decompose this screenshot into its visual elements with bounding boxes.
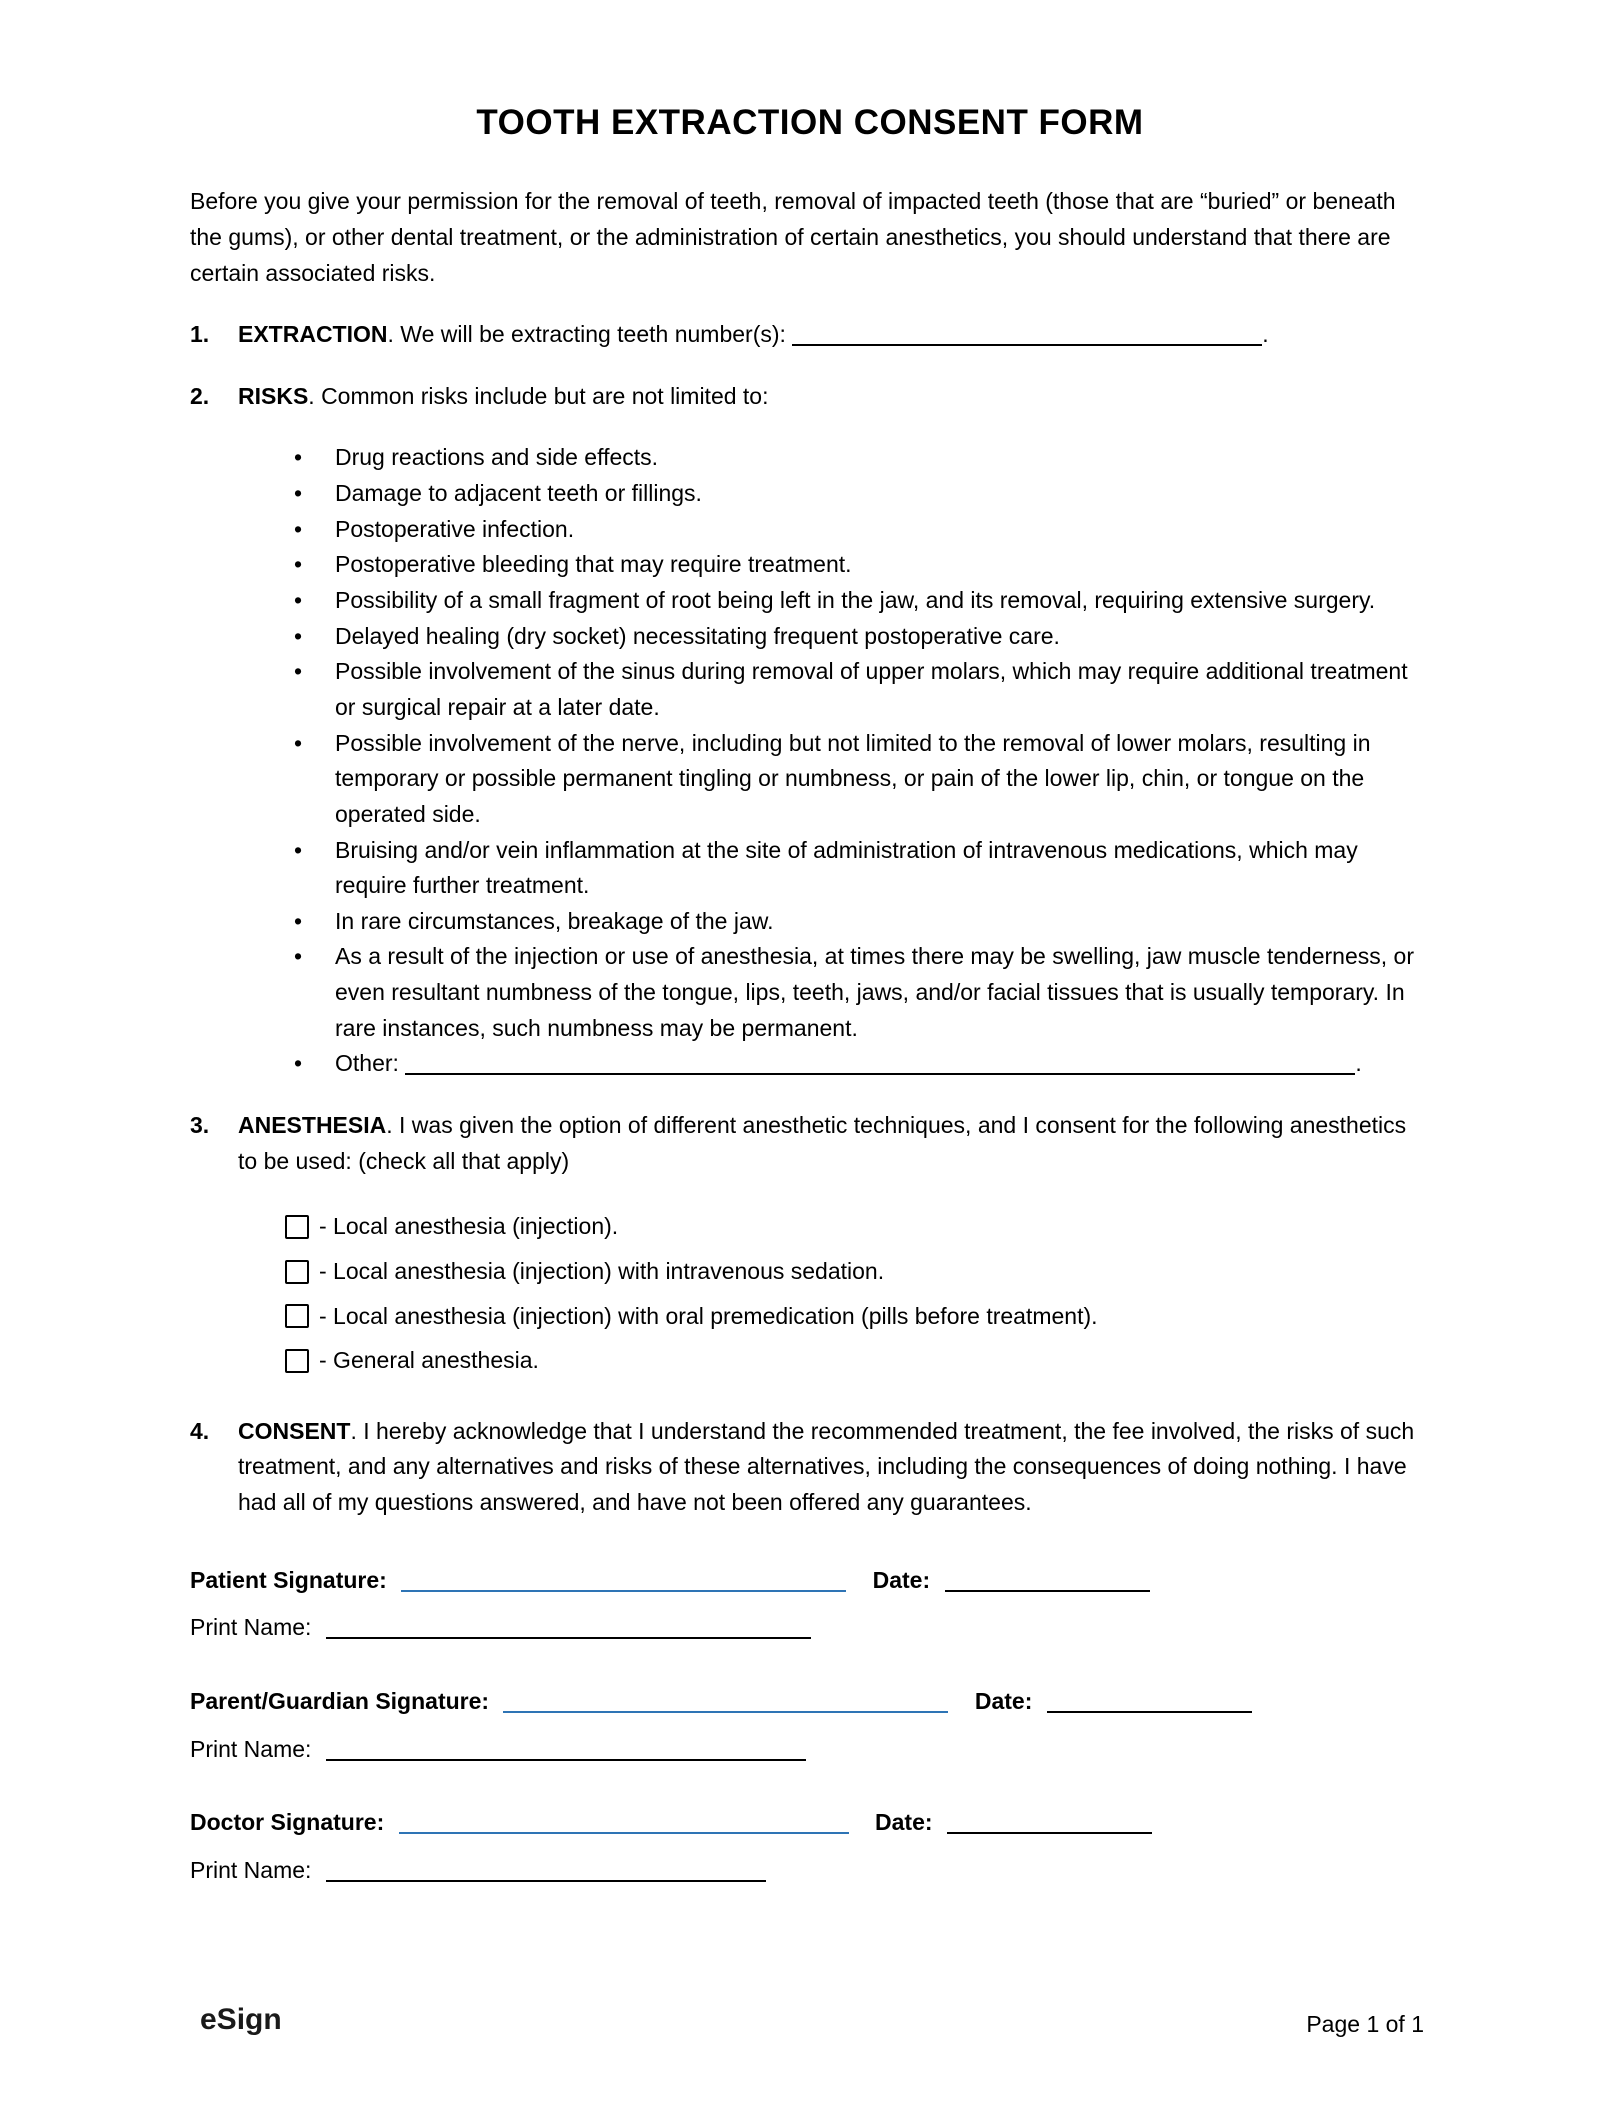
section-consent	[190, 1414, 1430, 1521]
page-title: TOOTH EXTRACTION CONSENT FORM	[476, 103, 1144, 142]
section-anesthesia	[190, 1108, 1430, 1388]
risk-item: • Postoperative infection.	[288, 512, 1430, 548]
guardian-signature-label: Parent/Guardian Signature:	[190, 1688, 490, 1715]
risk-item: • Possibility of a small fragment of root being left in the jaw, and its removal, requiring extensive surgery.	[288, 583, 1430, 619]
risk-item: • Bruising and/or vein inflammation at the site of administration of intravenous medications, which may require further treatment.	[288, 833, 1430, 904]
signature-row	[190, 1563, 1430, 1599]
section-heading: RISKS	[238, 382, 309, 409]
guardian-print-name-field[interactable]	[326, 1737, 806, 1761]
other-label: Other:	[335, 1050, 406, 1077]
print-name-row	[190, 1853, 1430, 1889]
risk-item: • Damage to adjacent teeth or fillings.	[288, 476, 1430, 512]
doctor-print-name-field[interactable]	[326, 1858, 766, 1882]
section-number: 1.	[190, 321, 210, 348]
anesthesia-options	[285, 1209, 1430, 1379]
risk-item: • Postoperative bleeding that may require treatment.	[288, 547, 1430, 583]
risk-list	[288, 440, 1430, 1082]
checkbox-local-iv-sedation[interactable]	[285, 1260, 309, 1284]
print-name-row	[190, 1732, 1430, 1768]
section-heading: ANESTHESIA	[238, 1111, 387, 1138]
patient-print-name-field[interactable]	[326, 1615, 811, 1639]
other-risk-field[interactable]	[405, 1051, 1355, 1075]
guardian-signature-field[interactable]	[503, 1689, 948, 1713]
option-label: - Local anesthesia (injection) with intravenous sedation.	[319, 1257, 885, 1284]
option-row	[285, 1343, 1430, 1379]
patient-signature-block	[190, 1563, 1430, 1646]
doctor-date-label: Date:	[875, 1809, 933, 1836]
guardian-signature-block	[190, 1684, 1430, 1767]
risk-item-other	[288, 1046, 1430, 1082]
option-label: - Local anesthesia (injection).	[319, 1213, 619, 1240]
section-number: 3.	[190, 1111, 210, 1138]
risk-item: • Possible involvement of the nerve, including but not limited to the removal of lower molars, resulting in temporary or possible permanent tingling or numbness, or pain of the lower lip, chin, or tongue on the operated side.	[288, 726, 1430, 833]
section-risks-content	[238, 379, 1430, 1082]
option-row	[285, 1254, 1430, 1290]
print-name-row	[190, 1610, 1430, 1646]
patient-signature-label: Patient Signature:	[190, 1566, 387, 1593]
section-number: 2.	[190, 382, 210, 409]
doctor-print-name-label: Print Name:	[190, 1856, 312, 1883]
risk-item: • Delayed healing (dry socket) necessitating frequent postoperative care.	[288, 619, 1430, 655]
esign-logo: eSign	[200, 2002, 282, 2036]
risk-item: • Possible involvement of the sinus during removal of upper molars, which may require additional treatment or surgical repair at a later date.	[288, 654, 1430, 725]
page-indicator: Page 1 of 1	[1306, 2011, 1424, 2038]
section-body: . I hereby acknowledge that I understand the recommended treatment, the fee involved, the risks of such treatment, and any alternatives and risks of these alternatives, including the consequences of doing nothing. I have had all of my questions answered, and have not been offered any guarantees.	[238, 1417, 1415, 1516]
patient-print-name-label: Print Name:	[190, 1614, 312, 1641]
section-number: 4.	[190, 1417, 210, 1444]
doctor-date-field[interactable]	[947, 1810, 1152, 1834]
section-body: . Common risks include but are not limited to:	[308, 382, 769, 409]
section-heading: EXTRACTION	[238, 321, 388, 348]
section-extraction-content	[238, 317, 1430, 353]
doctor-signature-block	[190, 1805, 1430, 1888]
option-row	[285, 1299, 1430, 1335]
section-anesthesia-content	[238, 1108, 1430, 1388]
option-label: - General anesthesia.	[319, 1347, 539, 1374]
risk-item: • As a result of the injection or use of anesthesia, at times there may be swelling, jaw muscle tenderness, or even resultant numbness of the tongue, lips, teeth, jaws, and/or facial tissues that is usually temporary. In rare instances, such numbness may be permanent.	[288, 939, 1430, 1046]
signature-row	[190, 1684, 1430, 1720]
option-label: - Local anesthesia (injection) with oral premedication (pills before treatment).	[319, 1302, 1098, 1329]
section-body: . We will be extracting teeth number(s):	[387, 321, 793, 348]
doctor-signature-field[interactable]	[399, 1810, 849, 1834]
risk-item: • Drug reactions and side effects.	[288, 440, 1430, 476]
checkbox-local-injection[interactable]	[285, 1215, 309, 1239]
page-footer	[200, 1997, 1424, 2044]
doctor-signature-label: Doctor Signature:	[190, 1809, 385, 1836]
section-risks	[190, 379, 1430, 1082]
signature-row	[190, 1805, 1430, 1841]
guardian-print-name-label: Print Name:	[190, 1735, 312, 1762]
option-row	[285, 1209, 1430, 1245]
patient-signature-field[interactable]	[401, 1568, 846, 1592]
guardian-date-field[interactable]	[1047, 1689, 1252, 1713]
teeth-numbers-field[interactable]	[792, 322, 1262, 346]
intro-paragraph: Before you give your permission for the removal of teeth, removal of impacted teeth (those that are “buried” or beneath the gums), or other dental treatment, or the administration of certain anesthetics, you should understand that there are certain associated risks.	[190, 188, 1396, 286]
sentence-period: .	[1355, 1050, 1362, 1077]
guardian-date-label: Date:	[974, 1688, 1033, 1715]
patient-date-field[interactable]	[945, 1568, 1150, 1592]
checkbox-local-oral-premedication[interactable]	[285, 1304, 309, 1328]
risk-item: • In rare circumstances, breakage of the jaw.	[288, 904, 1430, 940]
section-consent-content	[238, 1414, 1430, 1521]
sentence-period: .	[1262, 321, 1269, 348]
section-body: . I was given the option of different anesthetic techniques, and I consent for the following anesthetics to be used: (check all that apply)	[238, 1111, 1407, 1174]
section-extraction	[190, 317, 1430, 353]
checkbox-general-anesthesia[interactable]	[285, 1349, 309, 1373]
section-heading: CONSENT	[238, 1417, 351, 1444]
patient-date-label: Date:	[872, 1566, 931, 1593]
